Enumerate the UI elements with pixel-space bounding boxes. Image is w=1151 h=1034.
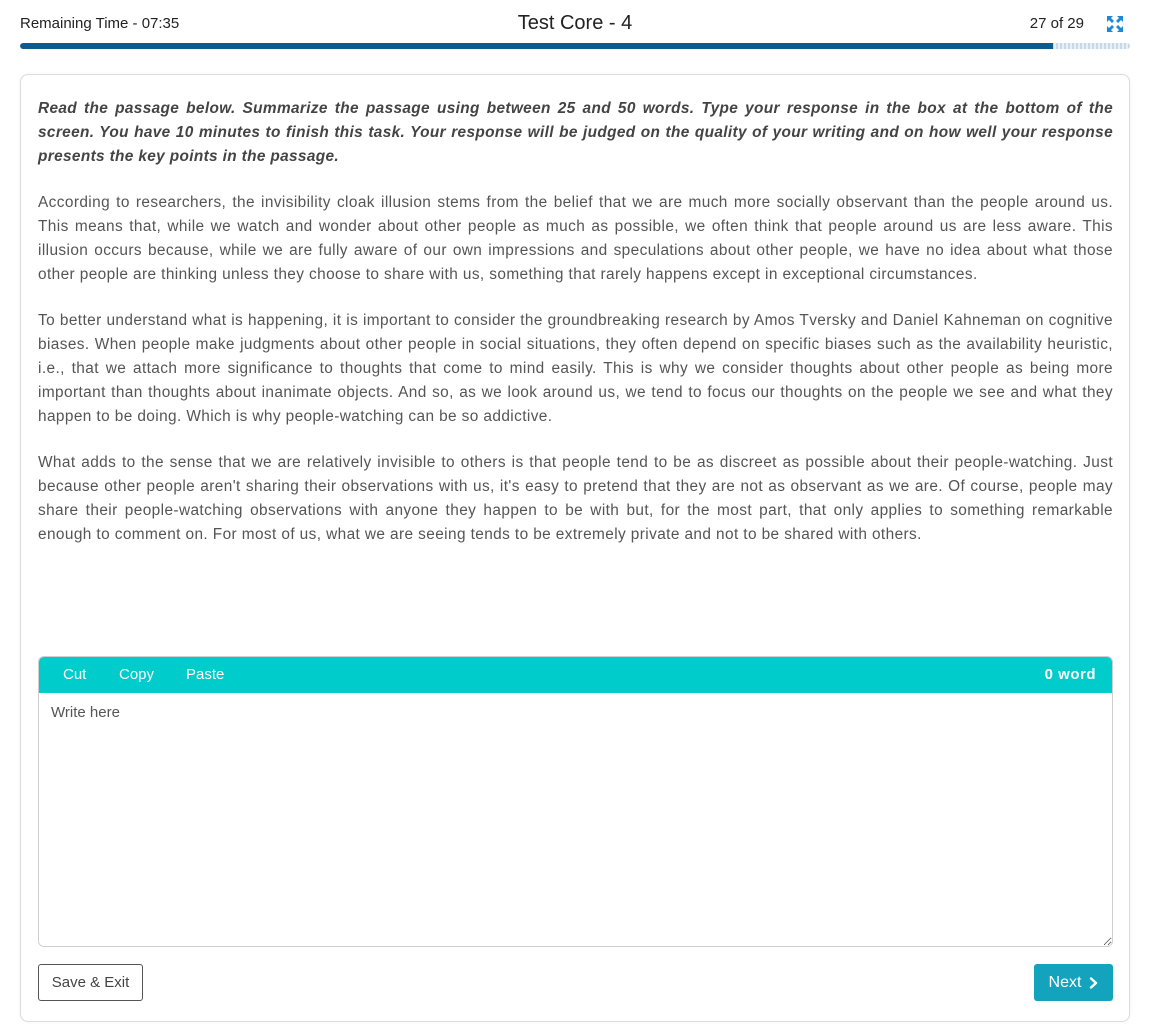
next-button-label: Next xyxy=(1048,973,1082,991)
passage-paragraph: According to researchers, the invisibility cloak illusion stems from the belief that we are much more socially observant than the people around us. This means that, while we watch and wonder about other people as much as possible, we often think that people around us are less aware. This illusion occurs because, while we are fully aware of our own impressions and speculations about other people, we have no idea about what those other people are thinking unless they choose to share with us, something that rarely happens except in exceptional circumstances. xyxy=(38,194,1113,283)
next-button[interactable] xyxy=(1034,964,1113,1001)
expand-arrows-icon[interactable] xyxy=(1106,15,1124,33)
copy-button[interactable]: Copy xyxy=(119,666,155,683)
test-title: Test Core - 4 xyxy=(517,12,633,34)
editor-toolbar xyxy=(39,657,1112,693)
word-count: 0 word xyxy=(1044,666,1096,683)
passage-paragraph: To better understand what is happening, it is important to consider the groundbreaking research by Amos Tversky and Daniel Kahneman on cognitive biases. When people make judgments about other people in social situations, they often depend on specific biases such as the availability heuristic, i.e., that we attach more significance to thoughts that come to mind easily. This is why we consider thoughts about other people as being more important than thoughts about inanimate objects. And so, as we look around us, we tend to focus our thoughts on the people we see and what they happen to be doing. Which is why people-watching can be so addictive. xyxy=(38,312,1113,425)
paste-button[interactable]: Paste xyxy=(186,666,225,683)
progress-bar xyxy=(20,43,1130,49)
top-bar xyxy=(20,0,1130,50)
task-instruction: Read the passage below. Summarize the passage using between 25 and 50 words. Type your response in the box at the bottom of the screen. You have 10 minutes to finish this task. Your response will be judged on the quality of your writing and on how well your response presents the key points in the passage. xyxy=(38,100,1113,165)
chevron-right-icon xyxy=(1089,977,1098,989)
cut-button[interactable]: Cut xyxy=(63,666,87,683)
question-counter: 27 of 29 xyxy=(1029,15,1084,32)
question-card xyxy=(20,74,1130,1022)
remaining-time: Remaining Time - 07:35 xyxy=(20,15,180,32)
response-editor xyxy=(38,656,1113,947)
passage-paragraph: What adds to the sense that we are relatively invisible to others is that people tend to be as discreet as possible about their people-watching. Just because other people aren't sharing their observations with us, it's easy to pretend that they are not as observant as we are. Of course, people may share their people-watching observations with anyone they happen to be with but, for the most part, that only applies to something remarkable enough to comment on. For most of us, what we are seeing tends to be extremely private and not to be shared with others. xyxy=(38,454,1113,543)
response-textarea[interactable] xyxy=(39,693,1112,946)
reading-passage xyxy=(38,191,1113,569)
progress-bar-fill xyxy=(20,43,1053,49)
save-exit-button[interactable]: Save & Exit xyxy=(38,964,143,1001)
